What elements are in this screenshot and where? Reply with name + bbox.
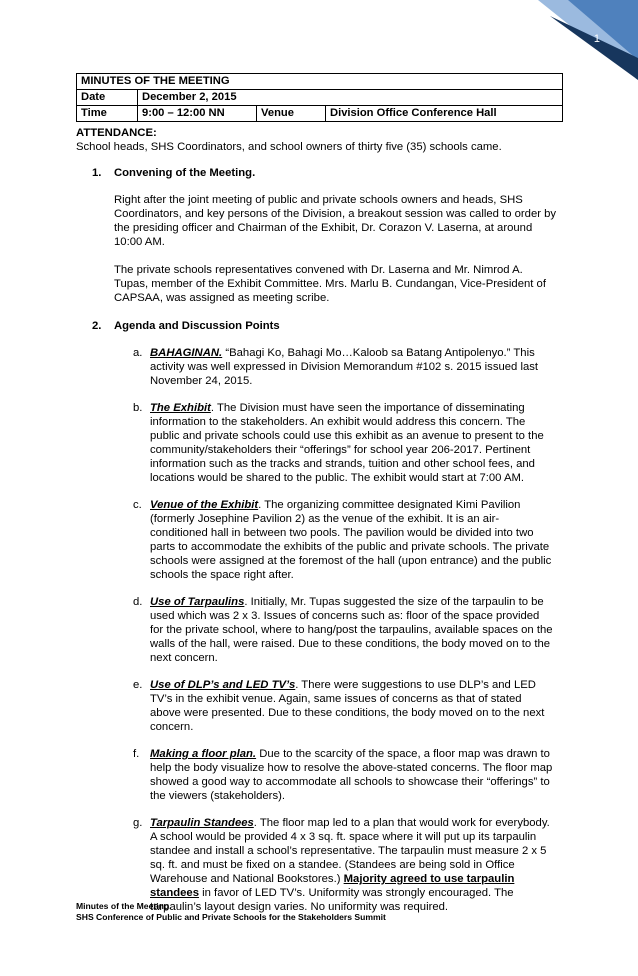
line: schools the space right after. [150, 569, 294, 581]
time-value: 9:00 – 12:00 NN [138, 106, 257, 122]
agenda-item-f [76, 747, 566, 803]
line: above were presented. Due to these conditions, the body moved on to the next [150, 707, 545, 719]
item-letter: e. [133, 679, 143, 691]
line: walls of the hall, were raised. Due to these conditions, the body moved on to the [150, 638, 551, 650]
item-text: . Initially, Mr. Tupas suggested the size of the tarpaulin to be [244, 596, 544, 608]
agenda-item-b [76, 401, 566, 485]
paragraph [114, 193, 566, 249]
item-text: Due to the scarcity of the space, a floor map was drawn to [256, 748, 550, 760]
line: concern. [150, 721, 194, 733]
agenda-item-e [76, 678, 566, 734]
emphasis-text: standees [150, 887, 199, 899]
item-term: Venue of the Exhibit [150, 499, 259, 511]
line: TV’s in the exhibit venue. Again, same issues of concerns as that of stated [150, 693, 522, 705]
section-number: 2. [92, 320, 102, 332]
line: the presiding officer and Chairman of the Exhibit, Dr. Corazon V. Laserna, at around [114, 222, 533, 234]
section-title: Agenda and Discussion Points [114, 320, 280, 332]
attendance-text: School heads, SHS Coordinators, and school owners of thirty five (35) schools came. [76, 141, 502, 153]
item-text: “Bahagi Ko, Bahagi Mo…Kaloob sa Batang Antipolenyo.” This [222, 347, 535, 359]
section-title: Convening of the Meeting. [114, 167, 256, 179]
line: sq. ft. and must be fixed on a standee. (Standees are being sold in Office [150, 859, 515, 871]
item-term: The Exhibit [150, 402, 211, 414]
line: in favor of LED TV’s. Uniformity was strongly encouraged. The [198, 887, 514, 899]
emphasis-text: Majority agreed to use tarpaulin [343, 873, 515, 885]
line: schools were assigned at the foremost of the hall (upon entrance) and the public [150, 555, 552, 567]
item-text: . The organizing committee designated Kimi Pavilion [258, 499, 521, 511]
section-convening [76, 166, 566, 305]
agenda-item-a [76, 346, 566, 388]
line: locations would be shared to the public. The exhibit would start at 7:00 AM. [150, 472, 525, 484]
paragraph [114, 263, 566, 305]
footer-line: SHS Conference of Public and Private Schools for the Stakeholders Summit [76, 912, 386, 922]
section-number: 1. [92, 167, 102, 179]
section-agenda [76, 319, 566, 333]
line: November 24, 2015. [150, 375, 253, 387]
line: community/stakeholders their “offerings” for school year 206-2017. Pertinent [150, 444, 531, 456]
page-number: 1 [593, 33, 600, 45]
attendance-heading: ATTENDANCE: [76, 127, 157, 139]
line: conditioned hall in between two pools. The pavilion would be divided into two [150, 527, 534, 539]
agenda-item-c [76, 498, 566, 582]
item-term: Making a floor plan. [150, 748, 257, 760]
line: next concern. [150, 652, 218, 664]
line: information such as the tracks and strands, tuition and other school fees, and [150, 458, 535, 470]
line: Coordinators, and key persons of the Division, a breakout session was called to order by [114, 208, 557, 220]
line: The private schools representatives convened with Dr. Laserna and Mr. Nimrod A. [114, 264, 523, 276]
item-term: Use of Tarpaulins [150, 596, 245, 608]
item-letter: d. [133, 596, 143, 608]
item-letter: g. [133, 817, 143, 829]
item-letter: b. [133, 402, 143, 414]
table-title: MINUTES OF THE MEETING [77, 74, 563, 90]
line: A school would be provided 4 x 3 sq. ft. space where it will put up its tarpaulin [150, 831, 537, 843]
line: Tupas, member of the Exhibit Committee. Mrs. Marlu B. Cundangan, Vice-President of [114, 278, 546, 290]
line: tarpaulin’s layout design varies. No uniformity was required. [150, 901, 449, 913]
item-text: . There were suggestions to use DLP’s and LED [295, 679, 536, 691]
date-value: December 2, 2015 [138, 90, 563, 106]
line: standee and install a school’s representative. The tarpaulin must measure 2 x 5 [150, 845, 547, 857]
line: activity was well expressed in Division Memorandum #102 s. 2015 issued last [150, 361, 539, 373]
line: Right after the joint meeting of public and private schools owners and heads, SHS [114, 194, 523, 206]
time-label: Time [77, 106, 138, 122]
line: help the body visualize how to resolve the above-stated concerns. The floor map [150, 762, 553, 774]
item-letter: c. [133, 499, 142, 511]
line: for the private school, where to hang/post the tarpaulins, available spaces on the [150, 624, 553, 636]
item-letter: f. [133, 748, 140, 760]
item-text: . The Division must have seen the importance of disseminating [210, 402, 525, 414]
page-footer [76, 901, 566, 923]
venue-label: Venue [257, 106, 326, 122]
item-term: BAHAGINAN. [150, 347, 223, 359]
agenda-item-d [76, 595, 566, 665]
date-label: Date [77, 90, 138, 106]
line: Warehouse and National Bookstores.) [150, 873, 341, 885]
line: the viewers (stakeholders). [150, 790, 285, 802]
corner-decoration [538, 0, 638, 80]
line: (formerly Josephine Pavilion 2) as the venue of the exhibit. It is an air- [150, 513, 500, 525]
agenda-item-g [76, 816, 566, 914]
meeting-header-table [76, 73, 563, 122]
line: information to the stakeholders. An exhibit would address this concern. The [150, 416, 526, 428]
item-text: . The floor map led to a plan that would work for everybody. [253, 817, 550, 829]
venue-value: Division Office Conference Hall [326, 106, 563, 122]
footer-line: Minutes of the Meeting. [76, 901, 172, 911]
line: CAPSAA, was assigned as meeting scribe. [114, 292, 330, 304]
line: 10:00 AM. [114, 236, 165, 248]
item-term: Tarpaulin Standees [150, 817, 254, 829]
line: parts to accommodate the exhibits of the public and private schools. The private [150, 541, 550, 553]
line: used which was 2 x 3. Issues of concerns such as: floor of the space provided [150, 610, 540, 622]
item-term: Use of DLP’s and LED TV’s [150, 679, 296, 691]
item-letter: a. [133, 347, 143, 359]
minutes-body [76, 126, 566, 914]
line: showed a good way to accommodate all schools to showcase their “offerings” to [150, 776, 550, 788]
line: public and private schools could use this exhibit as an avenue to present to the [150, 430, 544, 442]
